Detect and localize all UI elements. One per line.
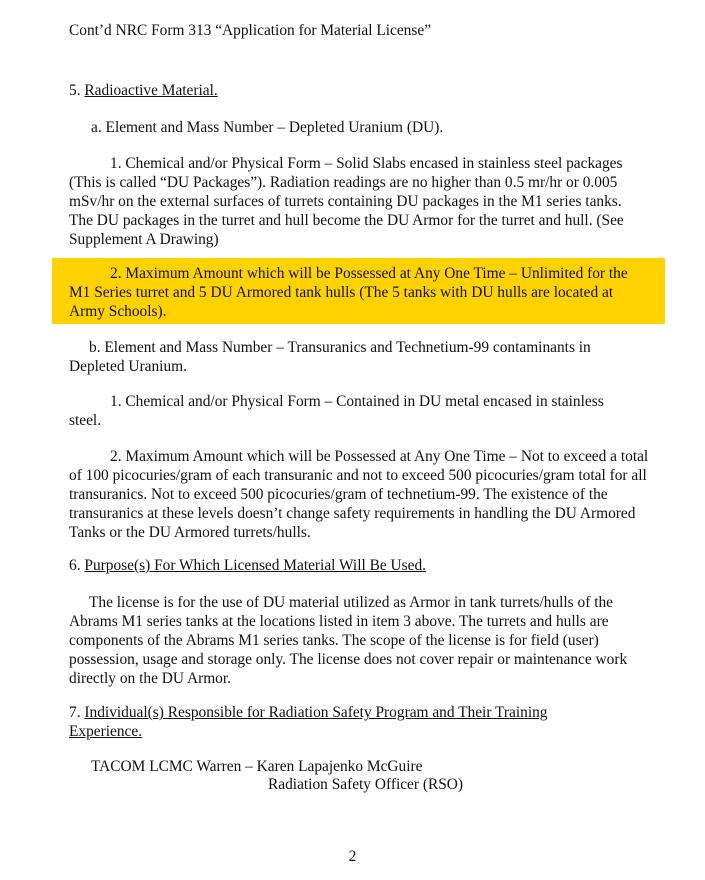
section-6-title: Purpose(s) For Which Licensed Material Will Be Used. bbox=[84, 557, 427, 574]
section-5a-1-text: 1. Chemical and/or Physical Form – Solid Slabs encased in stainless steel packages (This is called “DU Packages”). Radiation readings are no higher than 0.5 mr/hr or 0.005 mSv/hr on the external surfaces of turrets containing DU packages in the M1 series tanks. The DU packages in the turret and hull become the DU Armor for the turret and hull. (See Supplement A Drawing) bbox=[69, 155, 624, 248]
section-5b bbox=[69, 338, 629, 376]
section-5b-2-text: 2. Maximum Amount which will be Possessed at Any One Time – Not to exceed a total of 100 picocuries/gram of each transuranic and not to exceed 500 picocuries/gram total for all transuranics. Not to exceed 500 picocuries/gram of technetium-99. The existence of the transuranics at these levels doesn’t change safety requirements in handling the DU Armored Tanks or the DU Armored turrets/hulls. bbox=[69, 448, 649, 541]
page-footer bbox=[0, 847, 705, 866]
section-5b-label: b. bbox=[89, 339, 101, 356]
section-7-contact-line-1 bbox=[91, 757, 611, 776]
section-7-number: 7. bbox=[69, 704, 81, 721]
section-6-number: 6. bbox=[69, 557, 81, 574]
section-5-heading bbox=[69, 81, 649, 100]
contact-role: Radiation Safety Officer (RSO) bbox=[268, 776, 464, 793]
section-5a-2-paragraph bbox=[69, 264, 647, 321]
section-5a-label: a. bbox=[91, 119, 102, 136]
section-5-title: Radioactive Material. bbox=[84, 82, 218, 99]
section-5b-1-paragraph bbox=[69, 392, 637, 430]
section-5a bbox=[91, 118, 651, 137]
section-5b-text: Element and Mass Number – Transuranics and Technetium-99 contaminants in Depleted Uranium. bbox=[69, 339, 591, 375]
page-number: 2 bbox=[348, 848, 357, 865]
section-6-body: The license is for the use of DU material utilized as Armor in tank turrets/hulls of the Abrams M1 series tanks at the locations listed in item 3 above. The turrets and hulls are components of the Abrams M1 series tanks. The scope of the license is for field (user) possession, usage and storage only. The license does not cover repair or maintenance work directly on the DU Armor. bbox=[69, 594, 628, 687]
section-6-body-paragraph bbox=[69, 593, 647, 688]
section-5b-1-text: 1. Chemical and/or Physical Form – Contained in DU metal encased in stainless steel. bbox=[69, 393, 604, 429]
document-header bbox=[69, 21, 649, 40]
section-7-title: Individual(s) Responsible for Radiation Safety Program and Their Training Experience. bbox=[69, 704, 548, 740]
section-5b-2-paragraph bbox=[69, 447, 649, 542]
contact-name: TACOM LCMC Warren – Karen Lapajenko McGuire bbox=[91, 758, 423, 775]
section-5a-1-paragraph bbox=[69, 154, 641, 249]
section-7-contact-line-2 bbox=[268, 775, 628, 794]
section-5-number: 5. bbox=[69, 82, 81, 99]
section-6-heading bbox=[69, 556, 649, 575]
header-title: Cont’d NRC Form 313 “Application for Material License” bbox=[69, 22, 432, 39]
section-7-heading bbox=[69, 703, 589, 741]
section-5a-text: Element and Mass Number – Depleted Uranium (DU). bbox=[105, 119, 444, 136]
section-5a-2-text: 2. Maximum Amount which will be Possessed at Any One Time – Unlimited for the M1 Series turret and 5 DU Armored tank hulls (The 5 tanks with DU hulls are located at Army Schools). bbox=[69, 265, 628, 320]
